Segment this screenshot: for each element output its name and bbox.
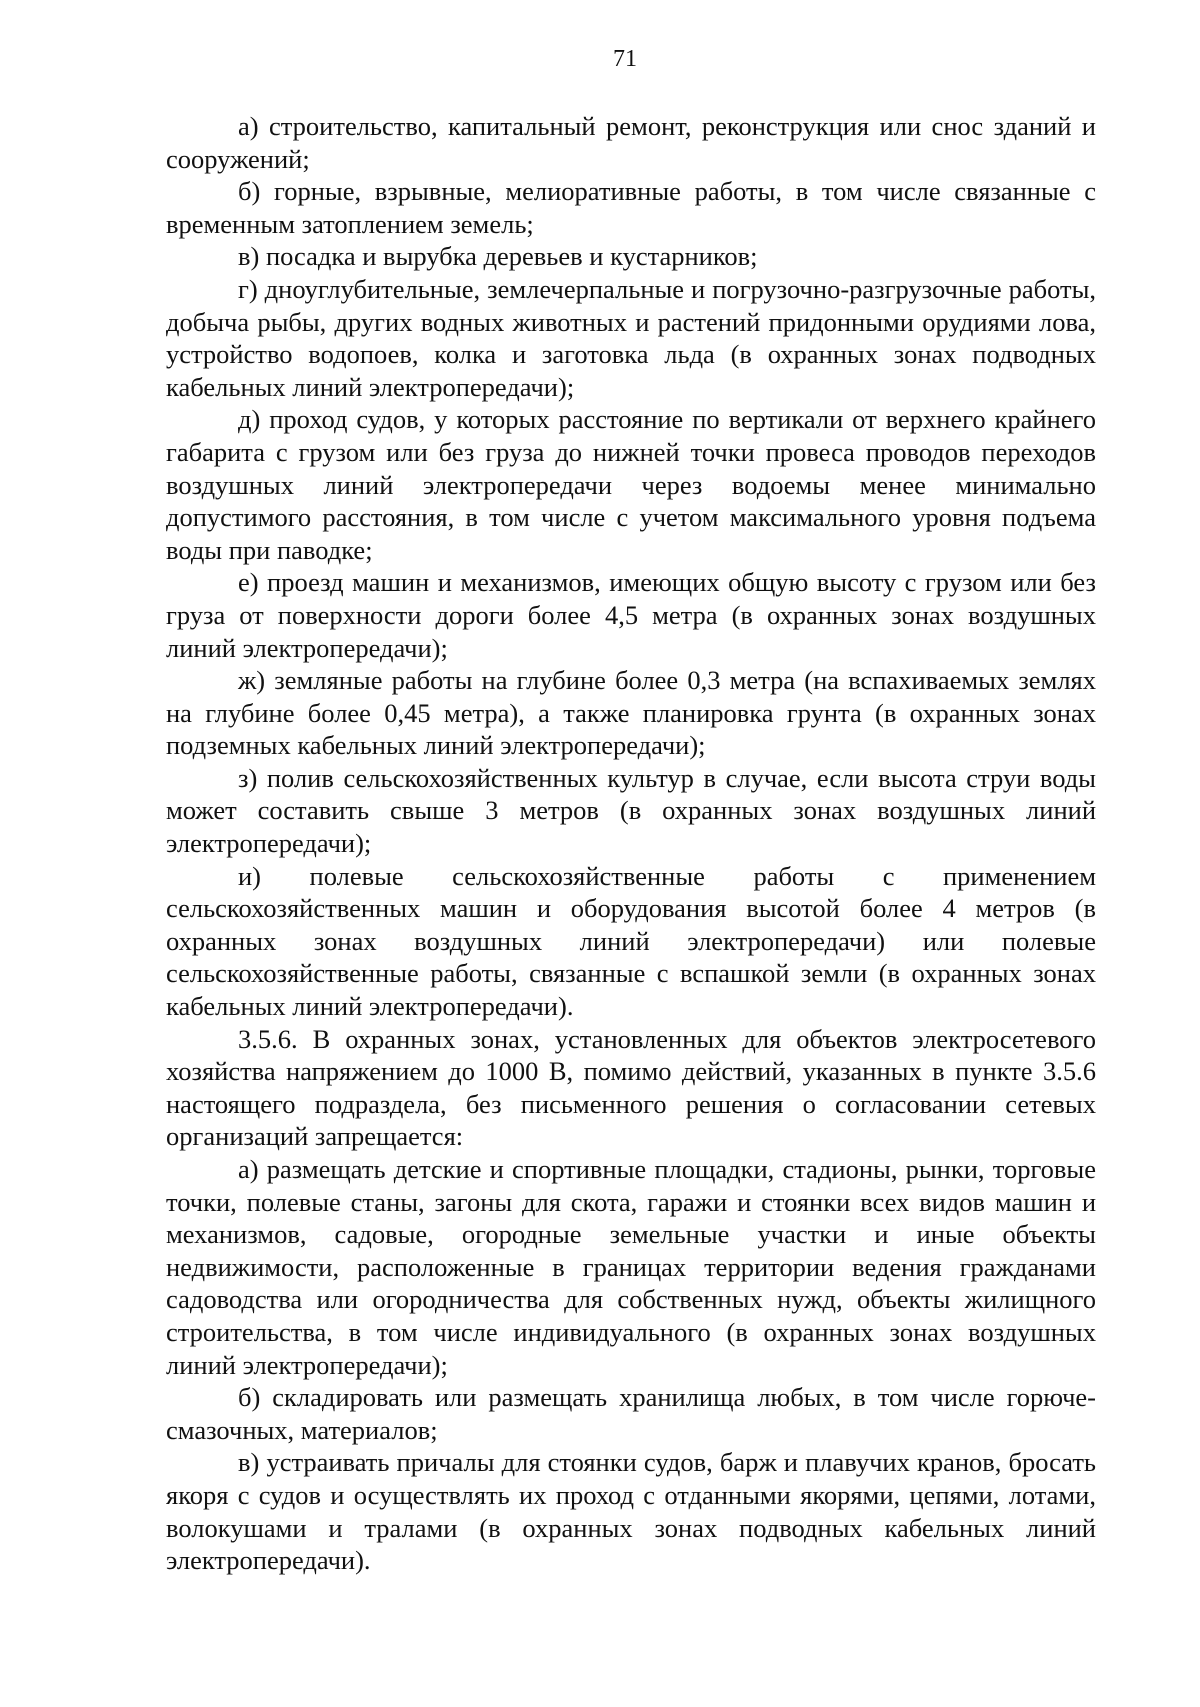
paragraph: а) размещать детские и спортивные площадки, стадионы, рынки, торговые точки, полевые станы, загоны для скота, гаражи и стоянки всех видов машин и механизмов, садовые, огородные земельные участки и иные объекты недвижимости, расположенные в границах территории ведения гражданами садоводства или огородничества для собственных нужд, объекты жилищного строительства, в том числе индивидуального (в охранных зонах воздушных линий электропередачи); [166,1154,1096,1380]
paragraph: б) горные, взрывные, мелиоративные работы, в том числе связанные с временным затоплением земель; [166,176,1096,239]
paragraph: 3.5.6. В охранных зонах, установленных для объектов электросетевого хозяйства напряжением до 1000 В, помимо действий, указанных в пункте 3.5.6 настоящего подраздела, без письменного решения о согласовании сетевых организаций запрещается: [166,1023,1096,1152]
paragraph: а) строительство, капитальный ремонт, реконструкция или снос зданий и сооружений; [166,111,1096,174]
paragraph: з) полив сельскохозяйственных культур в случае, если высота струи воды может составить свыше 3 метров (в охранных зонах воздушных линий электропередачи); [166,762,1096,859]
paragraph: б) складировать или размещать хранилища любых, в том числе горюче-смазочных, материалов; [166,1382,1096,1445]
paragraph: и) полевые сельскохозяйственные работы с применением сельскохозяйственных машин и оборудования высотой более 4 метров (в охранных зонах воздушных линий электропередачи) или полевые сельскохозяйственные работы, связанные с вспашкой земли (в охранных зонах кабельных линий электропередачи). [166,860,1096,1022]
document-body [166,110,1096,1577]
paragraph: ж) земляные работы на глубине более 0,3 метра (на вспахиваемых землях на глубине более 0,45 метра), а также планировка грунта (в охранных зонах подземных кабельных линий электропередачи); [166,665,1096,761]
paragraph: в) устраивать причалы для стоянки судов, барж и плавучих кранов, бросать якоря с судов и осуществлять их проход с отданными якорями, цепями, лотами, волокушами и тралами (в охранных зонах подводных кабельных линий электропередачи). [166,1447,1096,1576]
paragraph: д) проход судов, у которых расстояние по вертикали от верхнего крайнего габарита с грузом или без груза до нижней точки провеса проводов переходов воздушных линий электропередачи через водоемы менее минимально допустимого расстояния, в том числе с учетом максимального уровня подъема воды при паводке; [166,404,1096,565]
page-number: 71 [613,46,637,72]
paragraph: е) проезд машин и механизмов, имеющих общую высоту с грузом или без груза от поверхности дороги более 4,5 метра (в охранных зонах воздушных линий электропередачи); [166,567,1096,663]
paragraph: г) дноуглубительные, землечерпальные и погрузочно-разгрузочные работы, добыча рыбы, других водных животных и растений придонными орудиями лова, устройство водопоев, колка и заготовка льда (в охранных зонах подводных кабельных линий электропередачи); [166,273,1096,402]
paragraph: в) посадка и вырубка деревьев и кустарников; [238,241,758,272]
